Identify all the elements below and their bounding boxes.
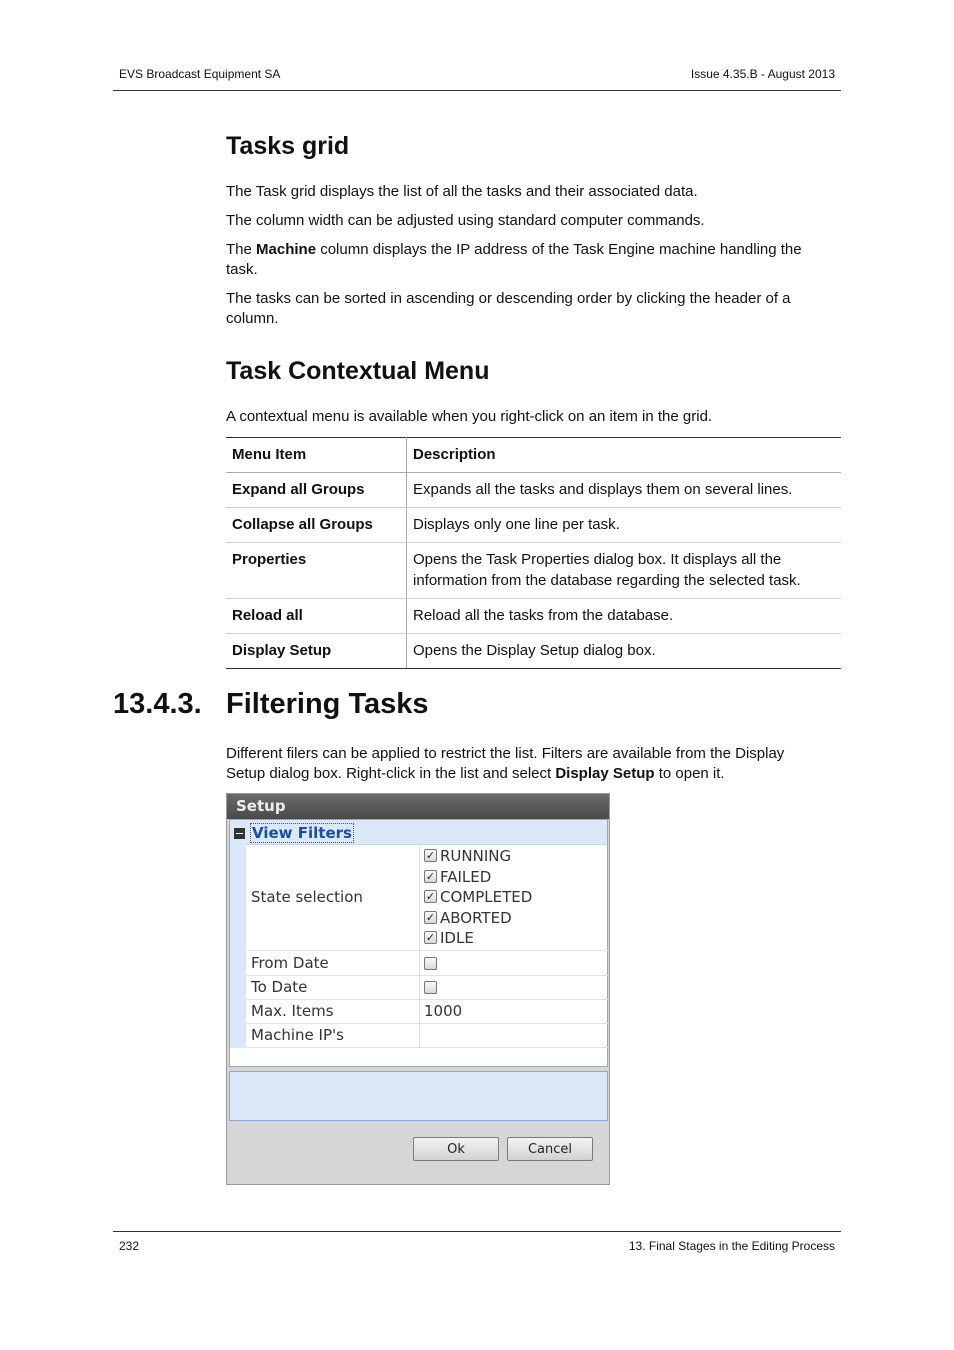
contextual-menu-table	[226, 437, 841, 669]
state-option[interactable]: ✓ COMPLETED	[425, 888, 533, 906]
grid-gutter	[230, 844, 246, 1048]
state-option[interactable]: ✓ RUNNING	[425, 847, 512, 865]
header-issue: Issue 4.35.B - August 2013	[690, 67, 835, 81]
max-items-input[interactable]: 1000	[424, 1002, 463, 1020]
table-row	[226, 599, 841, 634]
col-menu-item: Menu Item	[226, 438, 407, 473]
machine-ips-input[interactable]	[424, 1026, 604, 1044]
machine-bold: Machine	[256, 241, 317, 258]
state-selection-row	[246, 845, 608, 951]
page-header	[113, 60, 841, 91]
menu-item-cell: Properties	[226, 543, 407, 599]
to-date-label: To Date	[251, 978, 308, 996]
menu-item-cell: Reload all	[226, 599, 407, 634]
display-setup-bold: Display Setup	[555, 765, 655, 782]
max-items-label: Max. Items	[251, 1002, 334, 1020]
description-cell: Opens the Display Setup dialog box.	[407, 634, 842, 669]
state-option[interactable]: ✓ IDLE	[425, 929, 474, 947]
description-cell: Reload all the tasks from the database.	[407, 599, 842, 634]
menu-item-cell: Display Setup	[226, 634, 407, 669]
description-cell: Expands all the tasks and displays them on several lines.	[407, 473, 842, 508]
collapse-icon[interactable]	[234, 828, 245, 839]
checkbox-checked-icon[interactable]: ✓	[425, 910, 436, 924]
state-option[interactable]: ✓ ABORTED	[425, 908, 512, 927]
col-description: Description	[407, 438, 842, 473]
view-filters-label: View Filters	[252, 824, 352, 842]
section-number: 13.4.3.	[113, 688, 202, 720]
checkbox-checked-icon[interactable]: ✓	[425, 849, 436, 862]
filtering-heading: Filtering Tasks	[226, 688, 429, 720]
property-grid[interactable]	[229, 819, 608, 1067]
state-option[interactable]: ✓ FAILED	[425, 867, 492, 886]
ok-button[interactable]: Ok	[413, 1137, 499, 1161]
filtering-paragraph: Different filers can be applied to restrict the list. Filters are available from the Display Setup dialog box. Right-click in the list and select Display Setup to open it.	[226, 745, 785, 782]
table-row	[226, 473, 841, 508]
page-number: 232	[119, 1239, 140, 1253]
table-row	[226, 543, 841, 599]
to-date-row	[246, 976, 608, 1000]
tasks-grid-heading: Tasks grid	[226, 132, 350, 160]
state-checkboxes	[424, 846, 532, 949]
menu-item-cell: Collapse all Groups	[226, 508, 407, 543]
tasks-grid-p2: The column width can be adjusted using standard computer commands.	[226, 212, 705, 229]
description-pane	[229, 1071, 608, 1121]
chapter-title: 13. Final Stages in the Editing Process	[628, 1239, 835, 1253]
max-items-row	[246, 1000, 608, 1024]
from-date-row	[246, 951, 608, 976]
from-date-label: From Date	[251, 954, 329, 972]
tasks-grid-p3: The Machine column displays the IP address of the Task Engine machine handling the task.	[226, 241, 802, 278]
description-cell: Opens the Task Properties dialog box. It displays all the information from the database regarding the selected task.	[407, 543, 842, 599]
page-footer	[113, 1231, 841, 1262]
description-cell: Displays only one line per task.	[407, 508, 842, 543]
checkbox-checked-icon[interactable]: ✓	[425, 890, 436, 903]
machine-ips-row	[246, 1024, 608, 1048]
state-selection-label: State selection	[251, 888, 363, 906]
machine-ips-label: Machine IP's	[251, 1026, 344, 1044]
tasks-grid-p1: The Task grid displays the list of all the tasks and their associated data.	[226, 183, 698, 200]
header-company: EVS Broadcast Equipment SA	[119, 67, 281, 81]
contextual-menu-intro: A contextual menu is available when you right-click on an item in the grid.	[226, 408, 713, 425]
contextual-menu-heading: Task Contextual Menu	[226, 357, 490, 385]
view-filters-category[interactable]	[230, 820, 607, 845]
table-header-row	[226, 438, 841, 473]
checkbox-checked-icon[interactable]: ✓	[425, 931, 436, 944]
table-row	[226, 634, 841, 669]
cancel-button[interactable]: Cancel	[507, 1137, 593, 1161]
dialog-title: Setup	[227, 794, 609, 819]
menu-item-cell: Expand all Groups	[226, 473, 407, 508]
tasks-grid-p4: The tasks can be sorted in ascending or descending order by clicking the header of a column.	[226, 290, 791, 327]
from-date-checkbox[interactable]	[424, 957, 437, 970]
checkbox-checked-icon[interactable]: ✓	[425, 869, 436, 883]
to-date-checkbox[interactable]	[424, 981, 437, 994]
setup-dialog	[226, 793, 610, 1185]
table-row	[226, 508, 841, 543]
